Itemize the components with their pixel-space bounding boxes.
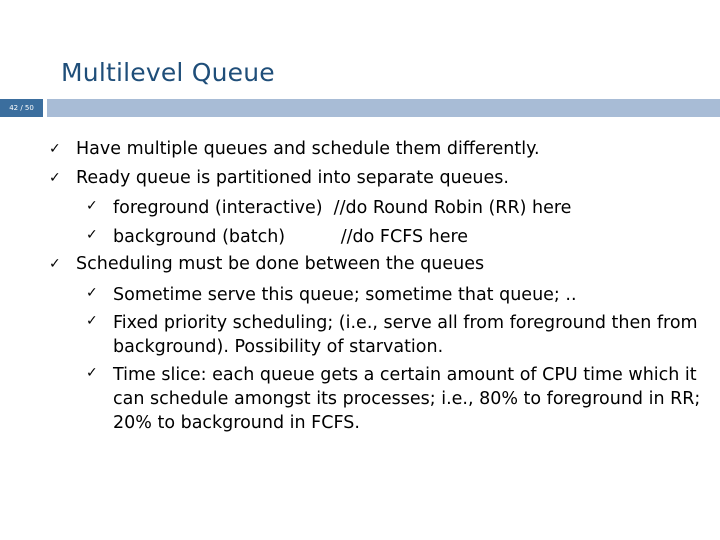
check-icon: ✓ [49,170,61,186]
bullet-text [113,363,700,435]
bullet-text-line: 20% to background in FCFS. [113,413,360,433]
check-icon: ✓ [49,141,61,157]
header-bar [0,99,720,117]
bullet-text [113,311,698,359]
header-bar-fill [47,99,720,117]
check-icon: ✓ [86,198,98,214]
slide-number: 42 / 50 [0,99,43,117]
bullet-text: background (batch) //do FCFS here [113,227,469,247]
bullet-text-line: Fixed priority scheduling; (i.e., serve all from foreground then from [113,313,698,333]
bullet-text-line: background). Possibility of starvation. [113,337,444,357]
bullet-text: Have multiple queues and schedule them differently. [76,139,540,159]
bullet-text: Scheduling must be done between the queues [76,254,485,274]
bullet-text: Ready queue is partitioned into separate queues. [76,168,509,188]
check-icon: ✓ [86,365,98,381]
bullet-text: foreground (interactive) //do Round Robin (RR) here [113,198,572,218]
check-icon: ✓ [86,285,98,301]
check-icon: ✓ [86,227,98,243]
bullet-text-line: can schedule amongst its processes; i.e., 80% to foreground in RR; [113,389,701,409]
bullet-text: Sometime serve this queue; sometime that queue; .. [113,285,577,305]
check-icon: ✓ [86,313,98,329]
bullet-text-line: Time slice: each queue gets a certain amount of CPU time which it [113,365,697,385]
check-icon: ✓ [49,256,61,272]
slide-title: Multilevel Queue [61,58,275,87]
